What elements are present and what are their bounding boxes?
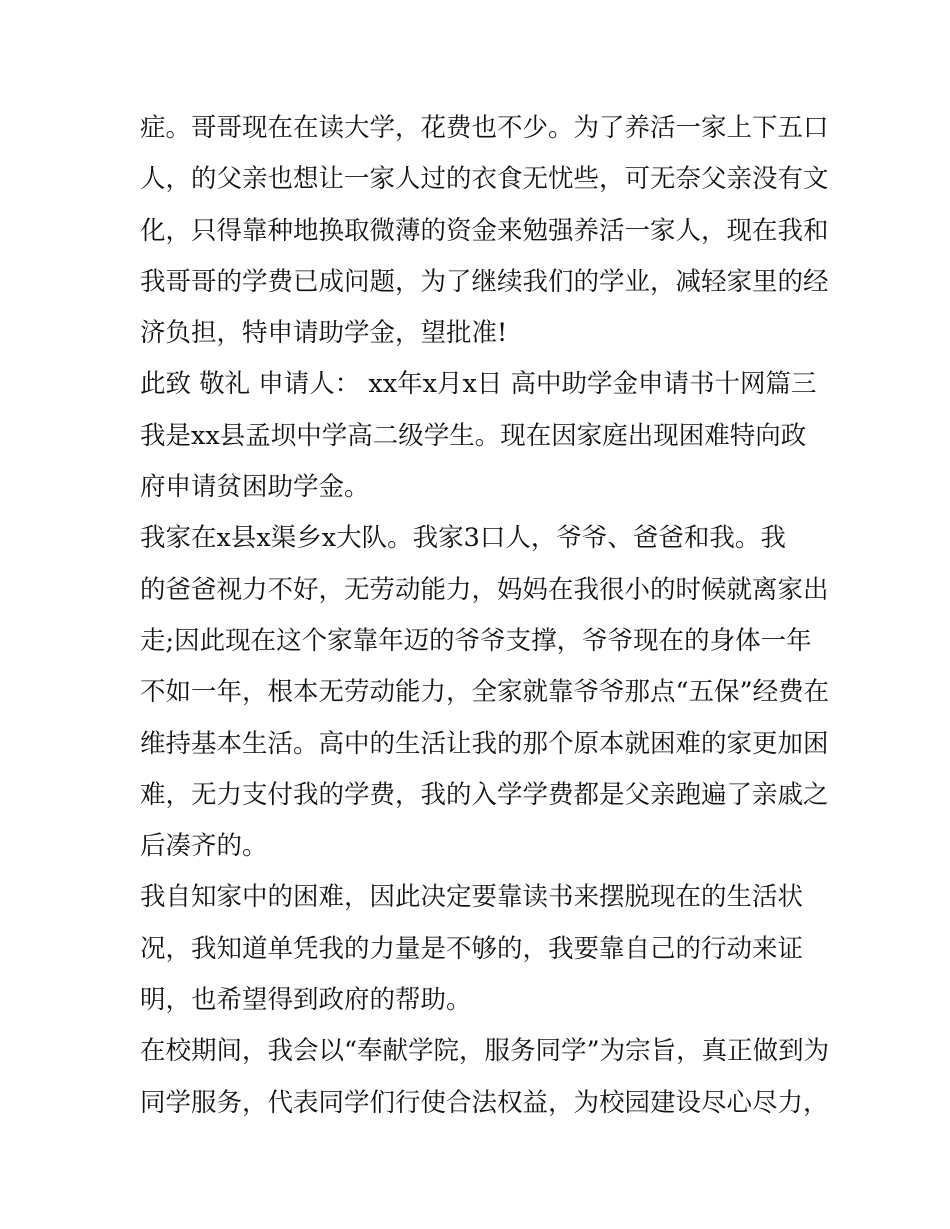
text-line: 难，无力支付我的学费，我的入学学费都是父亲跑遍了亲戚之: [140, 779, 829, 810]
document-body: [140, 103, 830, 1129]
paragraph-commitment: [140, 1026, 830, 1129]
text-line: 我哥哥的学费已成问题，为了继续我们的学业，减轻家里的经: [140, 266, 829, 297]
text-line: 后凑齐的。: [140, 831, 268, 862]
text-line: 此致 敬礼 申请人： xx年x月x日 高中助学金申请书十网篇三: [140, 369, 817, 400]
paragraph-closing-and-intro: [140, 359, 820, 513]
text-line: 况，我知道单凭我的力量是不够的，我要靠自己的行动来证: [140, 933, 804, 964]
text-line: 我家在x县x渠乡x大队。我家3口人，爷爷、爸爸和我。我: [140, 523, 786, 554]
text-line: 维持基本生活。高中的生活让我的那个原本就困难的家更加困: [140, 728, 829, 759]
text-line: 症。哥哥现在在读大学，花费也不少。为了养活一家上下五口: [140, 113, 829, 143]
paragraph-self-awareness: [140, 872, 820, 1026]
paragraph-household: [140, 513, 830, 872]
text-line: 的爸爸视力不好，无劳动能力，妈妈在我很小的时候就离家出: [140, 574, 829, 605]
paragraph-family-situation: [140, 103, 829, 359]
text-line: 化，只得靠种地换取微薄的资金来勉强养活一家人，现在我和: [140, 215, 829, 246]
text-line: 同学服务，代表同学们行使合法权益，为校园建设尽心尽力，: [140, 1087, 829, 1118]
text-line: 走;因此现在这个家靠年迈的爷爷支撑，爷爷现在的身体一年: [140, 625, 812, 656]
text-line: 我是xx县孟坝中学高二级学生。现在因家庭出现困难特向政: [140, 420, 807, 451]
text-line: 济负担，特申请助学金，望批准!: [140, 318, 508, 349]
text-line: 我自知家中的困难，因此决定要靠读书来摆脱现在的生活状: [140, 882, 804, 913]
text-line: 人，的父亲也想让一家人过的衣食无忧些，可无奈父亲没有文: [140, 164, 829, 195]
text-line: 明，也希望得到政府的帮助。: [140, 985, 472, 1016]
text-line: 府申请贫困助学金。: [140, 472, 370, 503]
text-line: 不如一年，根本无劳动能力，全家就靠爷爷那点“五保”经费在: [140, 677, 830, 708]
text-line: 在校期间，我会以“奉献学院，服务同学”为宗旨，真正做到为: [140, 1036, 830, 1067]
